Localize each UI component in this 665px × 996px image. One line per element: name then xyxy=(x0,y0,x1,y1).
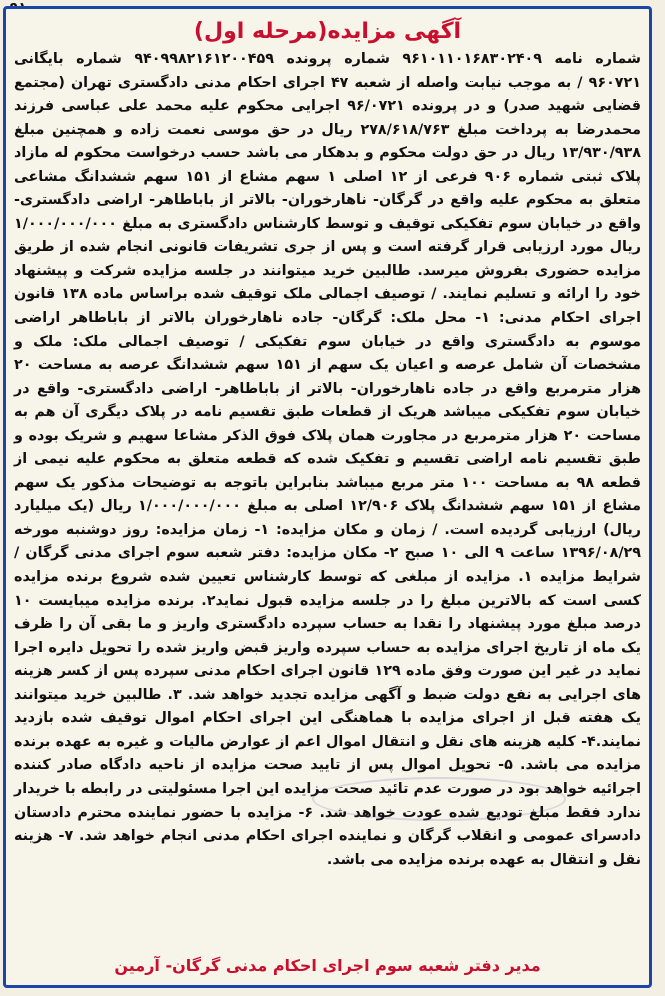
notice-body: شماره نامه ۹۶۱۰۱۱۰۱۶۸۳۰۲۴۰۹ شماره پرونده ۹۴۰۹۹۸۲۱۶۱۲۰۰۴۵۹ شماره بایگانی ۹۶۰۷۲۱ / به موجب نیابت واصله از شعبه ۴۷ اجرای احکام مدنی دادگستری تهران (مجتمع قضایی شهید صدر) و در پرونده ۹۶/۰۷۲۱ اجرایی محکوم علیه محمد علی عباسی فرزند محمدرضا به پرداخت مبلغ ۲۷۸/۶۱۸/۷۶۳ ریال در حق موسی نعمت زاده و همچنین مبلغ ۱۳/۹۳۰/۹۳۸ ریال در حق دولت محکوم و بدهکار می باشد حسب درخواست محکوم له مازاد پلاک ثبتی شماره ۹۰۶ فرعی از ۱۲ اصلی ۱ سهم مشاع از ۱۵۱ سهم ششدانگ مشاعی متعلق به محکوم علیه واقع در گرگان- ناهارخوران- بالاتر از باباطاهر- اراضی دادگستری- واقع در خیابان سوم تفکیکی توقیف و توسط کارشناس دادگستری به مبلغ ۱/۰۰۰/۰۰۰/۰۰۰ ریال مورد ارزیابی قرار گرفته است و پس از جری تشریفات قانونی انجام شده از طریق مزایده حضوری بفروش میرسد. طالبین خرید میتوانند در جلسه مزایده شرکت و پیشنهاد خود را ارائه و تسلیم نمایند. / توصیف اجمالی ملک توقیف شده براساس ماده ۱۳۸ قانون اجرای احکام مدنی: ۱- محل ملک: گرگان- جاده ناهارخوران بالاتر از باباطاهر اراضی موسوم به دادگستری واقع در خیابان سوم تفکیکی / توصیف اجمالی ملک: ملک و مشخصات آن شامل عرصه و اعیان یک سهم از ۱۵۱ سهم ششدانگ عرصه به مساحت ۲۰ هزار مترمربع واقع در جاده ناهارخوران- بالاتر از باباطاهر- اراضی دادگستری- واقع در خیابان سوم تفکیکی میباشد هریک از قطعات طبق تقسیم نامه در پلاک دیگری آن هم به مساحت ۲۰ هزار مترمربع در مجاورت همان پلاک فوق الذکر مشاعا سهیم و شریک بوده و طبق تقسیم نامه اراضی تقسیم و تفکیک شده که قطعه متعلق به محکوم علیه نیمی از قطعه ۹۸ به مساحت ۱۰۰ متر مربع میباشد بنابراین باتوجه به توضیحات مذکور یک سهم مشاع از ۱۵۱ سهم ششدانگ پلاک ۱۲/۹۰۶ اصلی به مبلغ ۱/۰۰۰/۰۰۰/۰۰۰ ریال (یک میلیارد ریال) ارزیابی گردیده است. / زمان و مکان مزایده: ۱- زمان مزایده: روز دوشنبه مورخه ۱۳۹۶/۰۸/۲۹ ساعت ۹ الی ۱۰ صبح ۲- مکان مزایده: دفتر شعبه سوم اجرای مدنی گرگان / شرایط مزایده ۱. مزایده از مبلغی که توسط کارشناس تعیین شده شروع برنده مزایده کسی است که بالاترین مبلغ را در جلسه مزایده قبول نماید۲. برنده مزایده میبایست ۱۰ درصد مبلغ مورد پیشنهاد را نقدا به حساب سپرده دادگستری واریز و ما بقی آن را ظرف یک ماه از تاریخ اجرای مزایده به حساب سپرده واریز قبض واریز شده را تحویل دایره اجرا نماید در غیر این صورت وفق ماده ۱۲۹ قانون اجرای احکام مدنی سپرده پس از کسر هزینه های اجرایی به نفع دولت ضبط و آگهی مزایده تجدید خواهد شد. ۳. طالبین خرید میتوانند یک هفته قبل از اجرای مزایده با هماهنگی این اجرای احکام اموال توقیف شده بازدید نمایند.۴- کلیه هزینه های نقل و انتقال اموال اعم از عوارض مالیات و غیره به عهده برنده مزایده می باشد. ۵- تحویل اموال پس از تایید صحت مزایده از ناحیه دادگاه صادر کننده اجرائیه خواهد بود در صورت عدم تائید صحت مزایده این اجرا مسئولیتی در رابطه با خریدار ندارد فقط مبلغ تودیع شده عودت خواهد شد. ۶- مزایده با حضور نماینده محترم دادستان دادسرای عمومی و انقلاب گرگان و نماینده اجرای احکام مدنی انجام خواهد شد. ۷- هزینه نقل و انتقال به عهده برنده مزایده می باشد. xyxy=(14,51,642,868)
notice-signature: مدیر دفتر شعبه سوم اجرای احکام مدنی گرگان- آرمین xyxy=(114,956,541,975)
notice-title: آگهی مزایده(مرحله اول) xyxy=(193,19,462,44)
notice-content xyxy=(12,9,643,985)
notice-frame xyxy=(3,6,652,988)
